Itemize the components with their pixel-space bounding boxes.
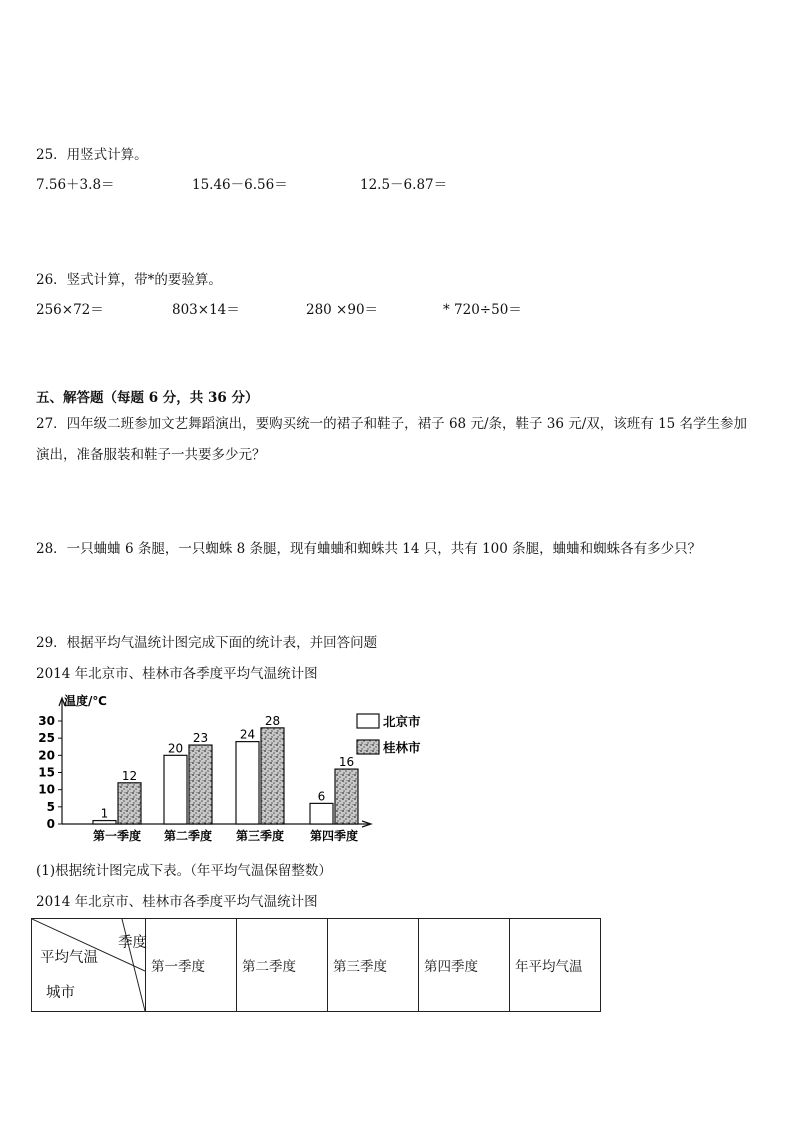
q25-item-1: 7.56＋3.8＝ (36, 177, 115, 193)
y-tick-label: 25 (38, 731, 55, 746)
q26-item-3: 280 ×90＝ (306, 302, 379, 318)
q28-text: 28．一只蛐蛐 6 条腿，一只蜘蛛 8 条腿，现有蛐蛐和蜘蛛共 14 只，共有 100 条腿，蛐蛐和蜘蛛各有多少只？ (36, 541, 702, 557)
table-row (32, 919, 601, 1012)
y-tick-label: 20 (38, 748, 55, 763)
q26-item-4: * 720÷50＝ (443, 302, 522, 318)
data-label: 12 (121, 768, 138, 783)
q29-sub1: (1)根据统计图完成下表。（年平均气温保留整数） (36, 863, 332, 879)
y-tick-label: 15 (38, 765, 55, 780)
temperature-bar-chart (30, 690, 450, 850)
table-header-annual: 年平均气温 (510, 919, 601, 1012)
q26-item-2: 803×14＝ (172, 302, 240, 318)
table-title: 2014 年北京市、桂林市各季度平均气温统计图 (36, 894, 318, 910)
q25-title: 25．用竖式计算。 (36, 147, 148, 163)
bar-beijing (236, 742, 259, 824)
legend-swatch-guilin (357, 740, 379, 754)
table-header-q3: 第三季度 (328, 919, 419, 1012)
q27-line-1: 27．四年级二班参加文艺舞蹈演出，要购买统一的裙子和鞋子，裙子 68 元/条，鞋子 36 元/双，该班有 15 名学生参加 (36, 416, 748, 432)
q26-item-1: 256×72＝ (36, 302, 104, 318)
q26-title: 26．竖式计算，带*的要验算。 (36, 272, 222, 288)
data-label: 6 (317, 789, 326, 804)
legend-label-beijing: 北京市 (383, 714, 421, 729)
legend-label-guilin: 桂林市 (383, 740, 421, 755)
q27-line-2: 演出，准备服装和鞋子一共要多少元？ (36, 447, 266, 463)
bar-beijing (164, 755, 187, 824)
section-title: 五、解答题（每题 6 分，共 36 分） (36, 390, 259, 406)
temperature-table (31, 918, 601, 1012)
q25-item-2: 15.46－6.56＝ (192, 177, 288, 193)
x-tick-label: 第三季度 (235, 829, 285, 843)
table-header-q2: 第二季度 (237, 919, 328, 1012)
legend-swatch-beijing (357, 714, 379, 728)
bar-beijing (310, 803, 333, 824)
q29-title: 29．根据平均气温统计图完成下面的统计表，并回答问题 (36, 635, 378, 651)
x-tick-label: 第一季度 (92, 829, 142, 843)
data-label: 1 (100, 806, 109, 821)
x-tick-label: 第四季度 (309, 829, 359, 843)
table-header-q1: 第一季度 (146, 919, 237, 1012)
table-header-q4: 第四季度 (419, 919, 510, 1012)
bar-guilin (335, 769, 358, 824)
y-axis-label: 温度/℃ (64, 694, 107, 708)
corner-label-city: 城市 (46, 985, 75, 1001)
x-tick-label: 第二季度 (163, 829, 213, 843)
data-label: 23 (192, 731, 209, 746)
table-corner-cell (32, 919, 146, 1012)
bar-guilin (261, 728, 284, 824)
y-tick-label: 0 (46, 817, 55, 831)
data-label: 28 (264, 713, 281, 728)
y-tick-label: 5 (46, 799, 55, 814)
q25-item-3: 12.5－6.87＝ (360, 177, 448, 193)
corner-label-season: 季度 (118, 935, 147, 951)
chart-title: 2014 年北京市、桂林市各季度平均气温统计图 (36, 666, 318, 682)
y-tick-label: 10 (38, 782, 55, 797)
bar-guilin (189, 745, 212, 824)
y-tick-label: 30 (38, 714, 55, 728)
data-label: 20 (167, 741, 184, 756)
bar-beijing (93, 821, 116, 824)
corner-label-avg-temp: 平均气温 (40, 950, 98, 966)
bar-guilin (118, 783, 141, 824)
data-label: 24 (239, 727, 256, 742)
data-label: 16 (338, 755, 355, 770)
